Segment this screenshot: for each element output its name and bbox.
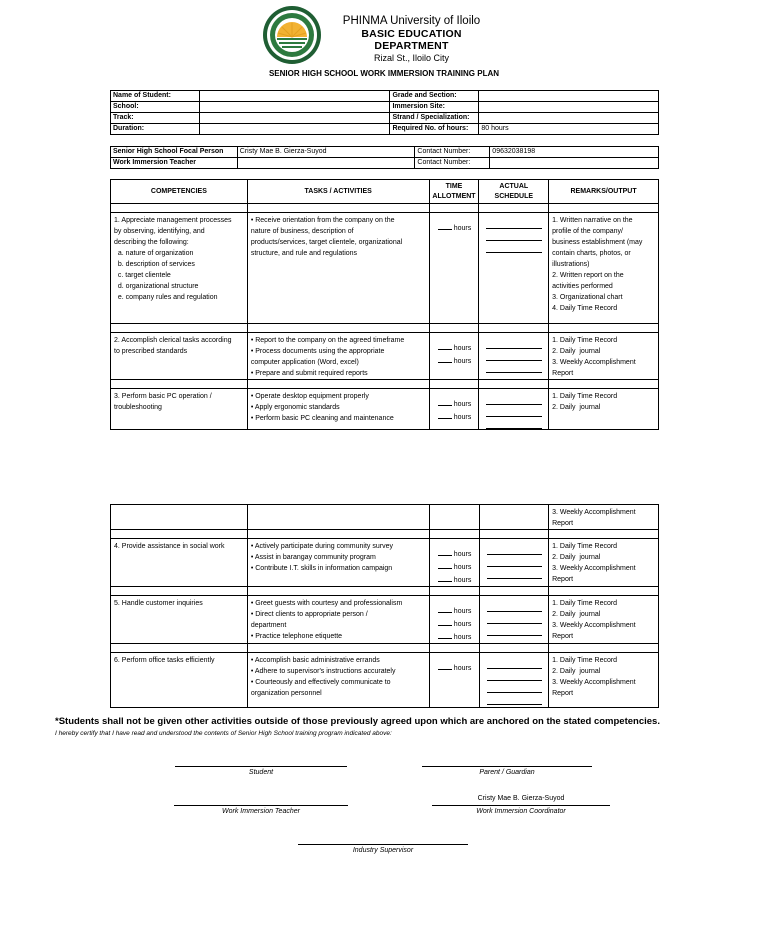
hours-label: hours (451, 665, 472, 672)
document-header (262, 5, 522, 67)
cell-line: • Prepare and submit required reports (250, 370, 368, 377)
cell-line: describing the following: (114, 239, 189, 246)
actual-schedule-cell[interactable] (479, 539, 549, 587)
time-allotment-cell[interactable] (429, 333, 479, 380)
time-allotment-cell[interactable] (429, 505, 479, 530)
teacher-signature-label: Work Immersion Teacher (222, 808, 300, 815)
cell-line: profile of the company/ (552, 228, 623, 235)
cell-line: • Report to the company on the agreed timeframe (250, 337, 405, 344)
schedule-blank-line[interactable] (486, 361, 542, 373)
contact-number-label: Contact Number: (415, 147, 490, 158)
remarks-cell (549, 505, 659, 530)
tasks-header: TASKS / ACTIVITIES (247, 180, 429, 204)
actual-schedule-cell[interactable] (479, 596, 549, 644)
schedule-blank-line[interactable] (487, 555, 543, 567)
schedule-blank-line[interactable] (486, 241, 542, 253)
table-row (111, 333, 659, 380)
cell-line: 3. Organizational chart (552, 294, 623, 301)
schedule-blank-line[interactable] (487, 612, 543, 624)
duration-label: Duration: (111, 124, 200, 135)
cell-line: • Actively participate during community survey (250, 543, 393, 550)
activities-note: *Students shall not be given other activities outside of those previously agreed upon which are anchored on the stated competencies. (55, 716, 660, 727)
competency-cell (111, 333, 248, 380)
immersion-site-label: Immersion Site: (390, 102, 479, 113)
cell-line: 2. Daily journal (552, 348, 601, 355)
cell-line: department (250, 622, 287, 629)
hours-label: hours (451, 401, 472, 408)
time-header-line2: ALLOTMENT (432, 192, 476, 200)
hours-entry[interactable] (433, 354, 477, 367)
hours-blank[interactable] (438, 341, 452, 350)
school-label: School: (111, 102, 200, 113)
supervisor-signature-label: Industry Supervisor (352, 847, 414, 854)
tasks-cell (247, 653, 429, 708)
table-row (111, 596, 659, 644)
actual-schedule-cell[interactable] (479, 333, 549, 380)
teacher-contact-field[interactable] (490, 158, 659, 169)
competency-cell (111, 596, 248, 644)
student-signature-block[interactable] (175, 756, 347, 776)
cell-line: Report (552, 633, 574, 640)
cell-line: troubleshooting (114, 404, 162, 411)
cell-line: Report (552, 520, 574, 527)
hours-entry[interactable] (433, 397, 477, 410)
header-text (324, 15, 499, 63)
time-allotment-cell[interactable] (429, 653, 479, 708)
university-seal-logo (262, 5, 322, 65)
competency-cell (111, 653, 248, 708)
schedule-blank-line[interactable] (487, 669, 543, 681)
cell-line: 1. Daily Time Record (552, 657, 618, 664)
hours-blank[interactable] (438, 410, 452, 419)
cell-line: • Adhere to supervisor's instructions accurately (250, 668, 396, 675)
required-hours-label: Required No. of hours: (390, 124, 479, 135)
table-row (111, 389, 659, 430)
name-of-student-label: Name of Student: (111, 91, 200, 102)
strand-field[interactable] (479, 113, 659, 124)
cell-line: activities performed (552, 283, 613, 290)
cell-line: a. nature of organization (114, 250, 194, 257)
remarks-cell (549, 596, 659, 644)
cell-line: Report (552, 370, 574, 377)
immersion-site-field[interactable] (479, 102, 659, 113)
cell-line: contain charts, photos, or (552, 250, 631, 257)
cell-line: 2. Daily journal (552, 554, 601, 561)
cell-line: • Assist in barangay community program (250, 554, 376, 561)
actual-schedule-cell[interactable] (479, 389, 549, 430)
coordinator-name: Cristy Mae B. Gierza-Suyod (477, 795, 565, 802)
schedule-blank-line[interactable] (487, 567, 543, 579)
hours-label: hours (451, 551, 472, 558)
spacer-row (111, 644, 659, 653)
student-info-table (110, 90, 659, 135)
cell-line: • Accomplish basic administrative errands (250, 657, 380, 664)
cell-line: • Perform basic PC cleaning and maintenance (250, 415, 394, 422)
table-row (111, 539, 659, 587)
cell-line: 2. Daily journal (552, 668, 601, 675)
schedule-blank-line[interactable] (487, 543, 543, 555)
table-row (111, 505, 659, 530)
table-row (111, 213, 659, 324)
schedule-blank-line[interactable] (486, 349, 542, 361)
schedule-blank-line[interactable] (486, 229, 542, 241)
hours-blank[interactable] (438, 354, 452, 363)
required-hours-value: 80 hours (479, 124, 659, 135)
spacer-row (111, 530, 659, 539)
teacher-signature-block[interactable] (174, 795, 348, 815)
cell-line: nature of business, description of (250, 228, 354, 235)
hours-blank[interactable] (438, 547, 452, 556)
tasks-cell (247, 333, 429, 380)
competencies-table-part2 (110, 504, 659, 708)
cell-line: 3. Weekly Accomplishment (552, 622, 636, 629)
name-of-student-field[interactable] (199, 91, 390, 102)
cell-line: 1. Written narrative on the (552, 217, 633, 224)
cell-line: 1. Daily Time Record (552, 393, 618, 400)
hours-blank[interactable] (438, 661, 452, 670)
cell-line: computer application (Word, excel) (250, 359, 359, 366)
school-field[interactable] (199, 102, 390, 113)
remarks-cell (549, 389, 659, 430)
spacer-row (111, 204, 659, 213)
time-allotment-cell[interactable] (429, 596, 479, 644)
remarks-header: REMARKS/OUTPUT (549, 180, 659, 204)
cell-line: • Practice telephone etiquette (250, 633, 343, 640)
hours-blank[interactable] (438, 397, 452, 406)
tasks-cell (247, 389, 429, 430)
hours-blank[interactable] (438, 573, 452, 582)
actual-schedule-header (479, 180, 549, 204)
cell-line: • Apply ergonomic standards (250, 404, 340, 411)
schedule-blank-line[interactable] (487, 693, 543, 705)
hours-blank[interactable] (438, 560, 452, 569)
actual-schedule-cell[interactable] (479, 653, 549, 708)
cell-line: • Contribute I.T. skills in information campaign (250, 565, 393, 572)
hours-entry[interactable] (433, 341, 477, 354)
spacer-row (111, 380, 659, 389)
schedule-blank-line[interactable] (487, 624, 543, 636)
cell-line: business establishment (may (552, 239, 643, 246)
cell-line: 3. Perform basic PC operation / (114, 393, 212, 400)
actual-schedule-cell[interactable] (479, 505, 549, 530)
hours-blank[interactable] (438, 630, 452, 639)
tasks-cell (247, 213, 429, 324)
cell-line: 3. Weekly Accomplishment (552, 679, 636, 686)
competency-cell (111, 505, 248, 530)
cell-line: • Process documents using the appropriate (250, 348, 385, 355)
hours-entry[interactable] (433, 617, 477, 630)
cell-line: products/services, target clientele, organizational (250, 239, 403, 246)
time-allotment-cell[interactable] (429, 539, 479, 587)
schedule-blank-line[interactable] (487, 657, 543, 669)
actual-schedule-cell[interactable] (479, 213, 549, 324)
hours-entry[interactable] (433, 560, 477, 573)
focal-person-value: Cristy Mae B. Gierza-Suyod (237, 147, 415, 158)
parent-signature-label: Parent / Guardian (479, 769, 535, 776)
cell-line: 4. Provide assistance in social work (114, 543, 225, 550)
hours-entry[interactable] (433, 661, 477, 674)
tasks-cell (247, 539, 429, 587)
cell-line: • Greet guests with courtesy and professionalism (250, 600, 403, 607)
hours-entry[interactable] (433, 573, 477, 586)
cell-line: 4. Daily Time Record (552, 305, 618, 312)
hours-entry[interactable] (433, 604, 477, 617)
cell-line: 3. Weekly Accomplishment (552, 565, 636, 572)
hours-blank[interactable] (438, 617, 452, 626)
grade-section-field[interactable] (479, 91, 659, 102)
contact-number-value: 09632038198 (490, 147, 659, 158)
cell-line: 1. Daily Time Record (552, 337, 618, 344)
cell-line: 2. Accomplish clerical tasks according (114, 337, 232, 344)
hours-entry[interactable] (433, 547, 477, 560)
schedule-blank-line[interactable] (486, 217, 542, 229)
cell-line: 5. Handle customer inquiries (114, 600, 203, 607)
university-address: Rizal St., Iloilo City (373, 53, 450, 63)
cell-line: 3. Weekly Accomplishment (552, 359, 636, 366)
hours-label: hours (451, 358, 472, 365)
track-label: Track: (111, 113, 200, 124)
document-title: SENIOR HIGH SCHOOL WORK IMMERSION TRAINING PLAN (268, 69, 500, 78)
time-allotment-cell[interactable] (429, 213, 479, 324)
hours-label: hours (451, 225, 472, 232)
hours-entry[interactable] (433, 410, 477, 423)
cell-line: • Receive orientation from the company on the (250, 217, 395, 224)
remarks-cell (549, 539, 659, 587)
hours-label: hours (451, 577, 472, 584)
duration-field[interactable] (199, 124, 390, 135)
hours-blank[interactable] (438, 604, 452, 613)
schedule-blank-line[interactable] (487, 681, 543, 693)
cell-line: b. description of services (114, 261, 195, 268)
actual-header-line2: SCHEDULE (494, 192, 534, 200)
cell-line: Report (552, 690, 574, 697)
remarks-cell (549, 333, 659, 380)
time-allotment-header (429, 180, 479, 204)
cell-line: Report (552, 576, 574, 583)
cell-line: 2. Daily journal (552, 404, 601, 411)
cell-line: 2. Daily journal (552, 611, 601, 618)
hours-entry[interactable] (433, 221, 477, 234)
schedule-blank-line[interactable] (486, 405, 542, 417)
track-field[interactable] (199, 113, 390, 124)
cell-line: organization personnel (250, 690, 322, 697)
supervisor-signature-block[interactable] (298, 834, 468, 854)
competencies-table-part1 (110, 179, 659, 430)
certification-statement: I hereby certify that I have read and understood the contents of Senior High School training program indicated above: (55, 730, 392, 737)
schedule-blank-line[interactable] (486, 393, 542, 405)
table-row (111, 653, 659, 708)
cell-line: e. company rules and regulation (114, 294, 218, 301)
spacer-row (111, 324, 659, 333)
cell-line: to prescribed standards (114, 348, 188, 355)
grade-section-label: Grade and Section: (390, 91, 479, 102)
cell-line: structure, and rule and regulations (250, 250, 358, 257)
tasks-cell (247, 505, 429, 530)
parent-signature-block[interactable] (422, 756, 592, 776)
spacer-row (111, 587, 659, 596)
schedule-blank-line[interactable] (486, 417, 542, 429)
cell-line: 1. Daily Time Record (552, 600, 618, 607)
cell-line: 1. Daily Time Record (552, 543, 618, 550)
cell-line: d. organizational structure (114, 283, 199, 290)
remarks-cell (549, 653, 659, 708)
hours-entry[interactable] (433, 630, 477, 643)
competency-cell (111, 389, 248, 430)
cell-line: 1. Appreciate management processes (114, 217, 232, 224)
cell-line: 2. Written report on the (552, 272, 624, 279)
cell-line: • Courteously and effectively communicate to (250, 679, 391, 686)
hours-label: hours (451, 345, 472, 352)
hours-label: hours (451, 621, 472, 628)
cell-line: by observing, identifying, and (114, 228, 205, 235)
cell-line: 6. Perform office tasks efficiently (114, 657, 215, 664)
hours-label: hours (451, 634, 472, 641)
cell-line: 3. Weekly Accomplishment (552, 509, 636, 516)
teacher-contact-label: Contact Number: (415, 158, 490, 169)
schedule-blank-line[interactable] (487, 600, 543, 612)
immersion-teacher-field[interactable] (237, 158, 415, 169)
time-allotment-cell[interactable] (429, 389, 479, 430)
competency-cell (111, 213, 248, 324)
hours-label: hours (451, 608, 472, 615)
hours-blank[interactable] (438, 221, 452, 230)
coordinator-signature-label: Work Immersion Coordinator (476, 808, 566, 815)
contact-info-table (110, 146, 659, 169)
hours-label: hours (451, 414, 472, 421)
coordinator-signature-block (432, 795, 610, 815)
remarks-cell (549, 213, 659, 324)
schedule-blank-line[interactable] (486, 337, 542, 349)
immersion-teacher-label: Work Immersion Teacher (111, 158, 238, 169)
actual-header-line1: ACTUAL (499, 182, 529, 190)
tasks-cell (247, 596, 429, 644)
student-signature-label: Student (248, 769, 274, 776)
cell-line: c. target clientele (114, 272, 171, 279)
cell-line: • Operate desktop equipment properly (250, 393, 369, 400)
strand-label: Strand / Specialization: (390, 113, 479, 124)
focal-person-label: Senior High School Focal Person (111, 147, 238, 158)
hours-label: hours (451, 564, 472, 571)
department-name: BASIC EDUCATION DEPARTMENT (361, 28, 462, 52)
cell-line: • Direct clients to appropriate person / (250, 611, 368, 618)
university-name: PHINMA University of Iloilo (342, 15, 481, 27)
competencies-header: COMPETENCIES (111, 180, 248, 204)
competency-cell (111, 539, 248, 587)
time-header-line1: TIME (445, 182, 463, 190)
cell-line: illustrations) (552, 261, 590, 268)
